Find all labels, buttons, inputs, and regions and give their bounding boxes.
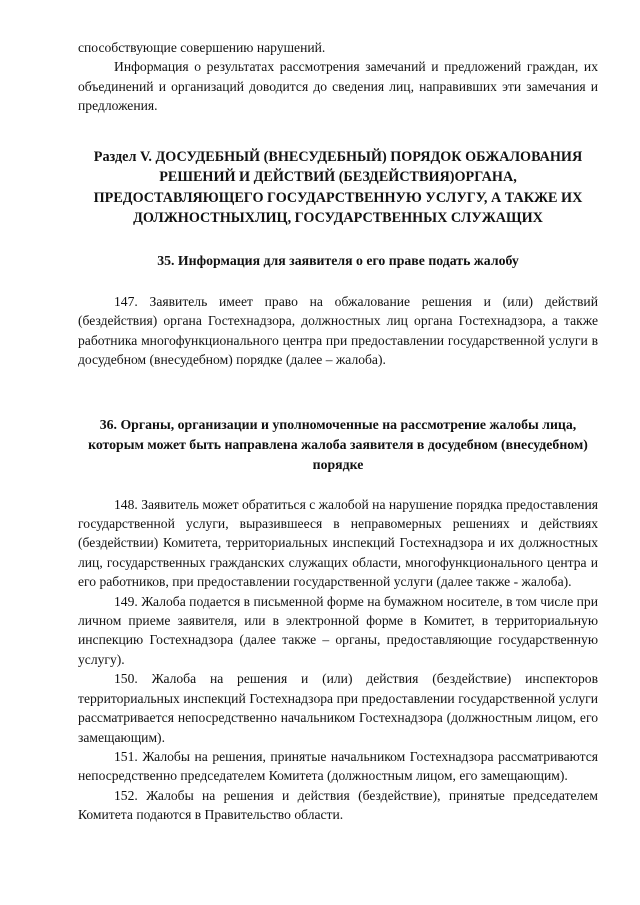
paragraph-151: 151. Жалобы на решения, принятые начальником Гостехнадзора рассматриваются непосредственно председателем Комитета (должностным лицом, его замещающим).	[78, 748, 598, 784]
subsection-36-title: 36. Органы, организации и уполномоченные на рассмотрение жалобы лица, которым может быть направлена жалоба заявителя в досудебном (внесудебном) порядке	[88, 416, 588, 472]
paragraph-results-info: Информация о результатах рассмотрения замечаний и предложений граждан, их объединений и организаций доводится до сведения лиц, направивших эти замечания и предложения.	[78, 59, 598, 114]
paragraph-152: 152. Жалобы на решения и действия (бездействие), принятые председателем Комитета подаются в Правительство области.	[78, 787, 598, 823]
section-title: Раздел V. ДОСУДЕБНЫЙ (ВНЕСУДЕБНЫЙ) ПОРЯДОК ОБЖАЛОВАНИЯ РЕШЕНИЙ И ДЕЙСТВИЙ (БЕЗДЕЙСТВИЯ)ОРГАНА, ПРЕДОСТАВЛЯЮЩЕГО ГОСУДАРСТВЕННУЮ УСЛУГУ, А ТАКЖЕ ИХ ДОЛЖНОСТНЫХЛИЦ, ГОСУДАРСТВЕННЫХ СЛУЖАЩИХ	[93, 148, 583, 227]
paragraph-continuation: способствующие совершению нарушений.	[78, 40, 326, 55]
paragraph-150: 150. Жалоба на решения и (или) действия (бездействие) инспекторов территориальных инспекций Гостехнадзора при предоставлении государственной услуги рассматривается непосредственно начальником Гостехнадзора (должностным лицом, его замещающим).	[78, 671, 598, 745]
paragraph-148: 148. Заявитель может обратиться с жалобой на нарушение порядка предоставления государственной услуги, выразившееся в неправомерных решениях и действиях (бездействии) Комитета, территориальных инспекций Гостехнадзора и их должностных лиц, государственных гражданских служащих области, многофункционального центра и его работников, при предоставлении государственной услуги (далее также - жалоба).	[78, 496, 598, 590]
paragraph-147: 147. Заявитель имеет право на обжалование решения и (или) действий (бездействия) органа Гостехнадзора, должностных лиц органа Гостехнадзора, а также работника многофункционального центра при предоставлении государственной услуги в досудебном (внесудебном) порядке (далее – жалоба).	[78, 294, 598, 368]
document-page	[78, 38, 598, 825]
subsection-35-title: 35. Информация для заявителя о его праве подать жалобу	[157, 253, 519, 268]
paragraph-149: 149. Жалоба подается в письменной форме на бумажном носителе, в том числе при личном приеме заявителя, или в электронной форме в Комитет, в территориальную инспекцию Гостехнадзора (далее также – органы, предоставляющие государственную услугу).	[78, 593, 598, 667]
